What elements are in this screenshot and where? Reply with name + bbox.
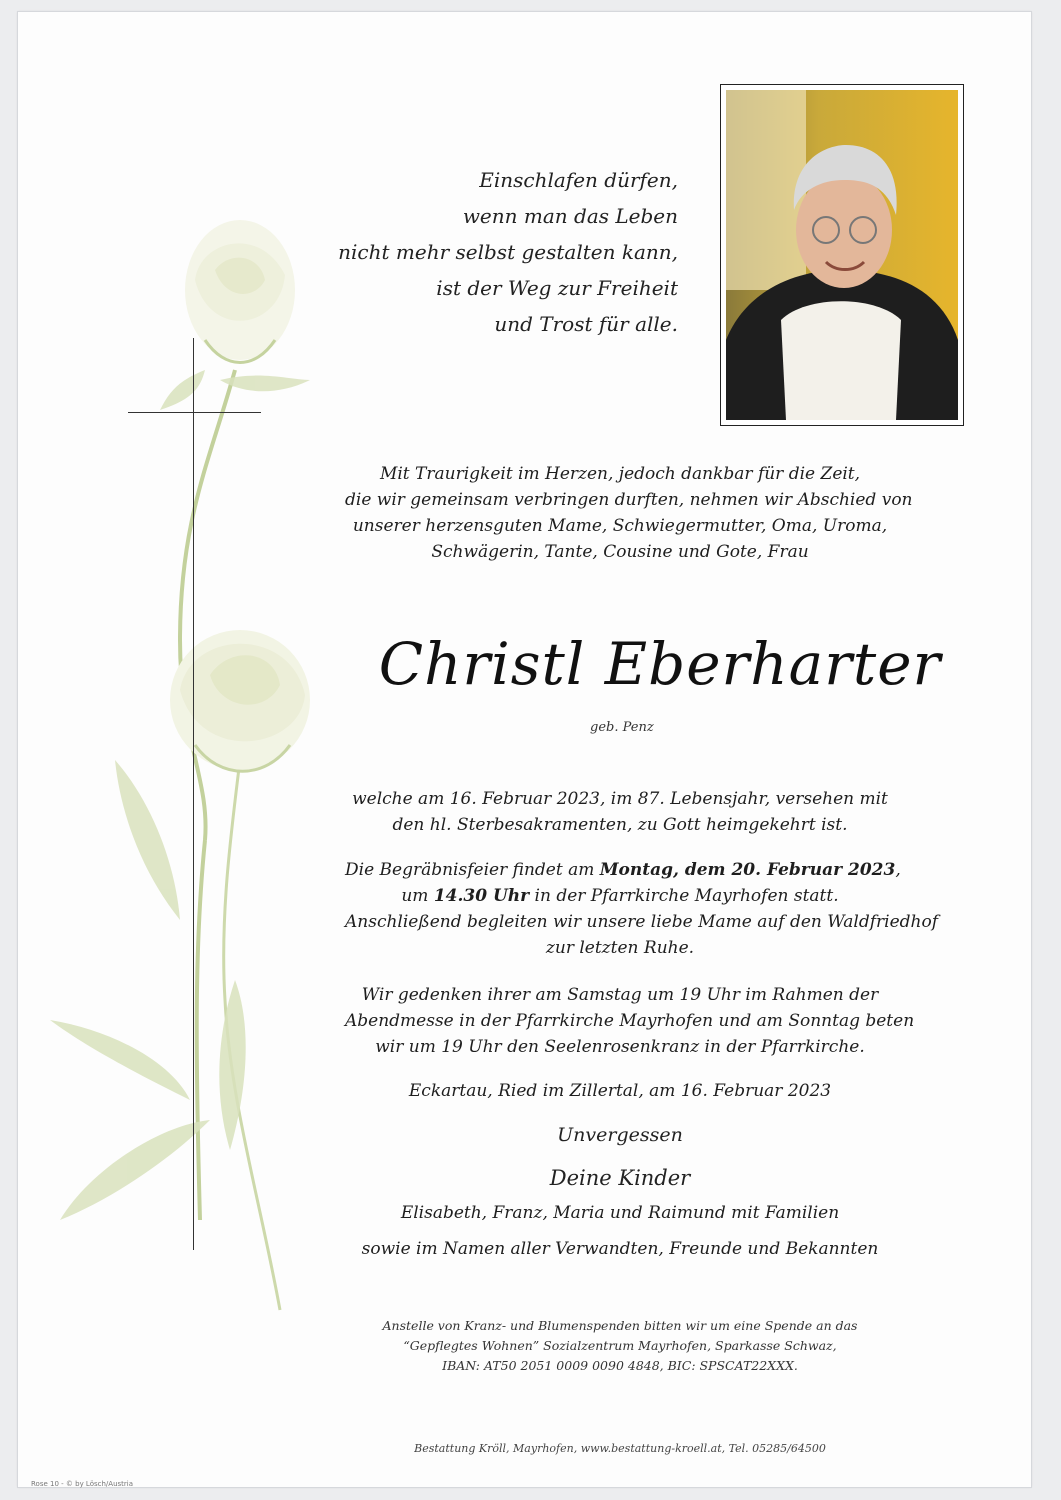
death-line: den hl. Sterbesakramenten, zu Gott heimgekehrt ist.: [392, 815, 848, 835]
cross-vertical-line: [193, 338, 194, 1250]
mass-text: [345, 982, 915, 1060]
funeral-prefix: Die Begräbnisfeier findet am: [345, 860, 600, 880]
place-and-date: Eckartau, Ried im Zillertal, am 16. Februar 2023: [408, 1081, 832, 1101]
mass-line: Wir gedenken ihrer am Samstag um 19 Uhr im Rahmen der: [361, 985, 879, 1005]
funeral-date: Montag, dem 20. Februar 2023: [599, 860, 896, 880]
donation-note: [345, 1316, 895, 1376]
unvergessen-label: Unvergessen: [557, 1124, 683, 1146]
portrait-photo: [726, 90, 958, 420]
funeral-text: [345, 857, 939, 961]
leaves: [50, 370, 310, 1220]
funeral-suffix: ,: [895, 860, 901, 880]
funeral-time-prefix: um: [401, 886, 434, 906]
funeral-line-1: [345, 857, 901, 883]
mass-line: Abendmesse in der Pfarrkirche Mayrhofen und am Sonntag beten: [345, 1011, 915, 1031]
relatives-line: sowie im Namen aller Verwandten, Freunde und Bekannten: [361, 1239, 879, 1259]
funeral-home-footer: Bestattung Kröll, Mayrhofen, www.bestattung-kroell.at, Tel. 05285/64500: [414, 1442, 826, 1455]
intro-line: Mit Traurigkeit im Herzen, jedoch dankbar für die Zeit,: [379, 464, 861, 484]
kinder-label: Deine Kinder: [549, 1166, 691, 1190]
mass-line: wir um 19 Uhr den Seelenrosenkranz in der Pfarrkirche.: [375, 1037, 865, 1057]
intro-text: [345, 461, 913, 565]
intro-line: die wir gemeinsam verbringen durften, nehmen wir Abschied von: [345, 490, 913, 510]
funeral-line-4: zur letzten Ruhe.: [545, 938, 695, 958]
white-roses-illustration: [30, 220, 330, 1340]
death-text: [345, 786, 895, 838]
funeral-location: in der Pfarrkirche Mayrhofen statt.: [529, 886, 839, 906]
rose-bottom: [170, 630, 310, 771]
death-line: welche am 16. Februar 2023, im 87. Lebensjahr, versehen mit: [352, 789, 888, 809]
intro-line: unserer herzensguten Mame, Schwiegermutter, Oma, Uroma,: [352, 516, 888, 536]
poem-line: wenn man das Leben: [462, 204, 678, 228]
poem-line: nicht mehr selbst gestalten kann,: [338, 240, 678, 264]
cross-horizontal-line: [128, 412, 261, 413]
poem-line: Einschlafen dürfen,: [479, 168, 678, 192]
portrait-photo-frame: [720, 84, 964, 426]
rose-top: [185, 220, 295, 363]
design-credit: Rose 10 - © by Lösch/Austria: [31, 1480, 134, 1488]
deceased-name: Christl Eberharter: [378, 630, 942, 698]
poem-line: und Trost für alle.: [494, 312, 678, 336]
birth-name: geb. Penz: [590, 720, 654, 735]
donation-line: IBAN: AT50 2051 0009 0090 4848, BIC: SPSCAT22XXX.: [442, 1358, 798, 1373]
funeral-line-2: [345, 883, 895, 909]
funeral-time: 14.30 Uhr: [433, 886, 530, 906]
poem-line: ist der Weg zur Freiheit: [436, 276, 678, 300]
intro-line: Schwägerin, Tante, Cousine und Gote, Frau: [431, 542, 809, 562]
memorial-poem: [318, 162, 678, 342]
donation-line: Anstelle von Kranz- und Blumenspenden bitten wir um eine Spende an das: [382, 1318, 858, 1333]
funeral-line-3: Anschließend begleiten wir unsere liebe Mame auf den Waldfriedhof: [345, 912, 939, 932]
donation-line: “Gepflegtes Wohnen” Sozialzentrum Mayrhofen, Sparkasse Schwaz,: [403, 1338, 837, 1353]
children-names: Elisabeth, Franz, Maria und Raimund mit Familien: [400, 1203, 840, 1223]
